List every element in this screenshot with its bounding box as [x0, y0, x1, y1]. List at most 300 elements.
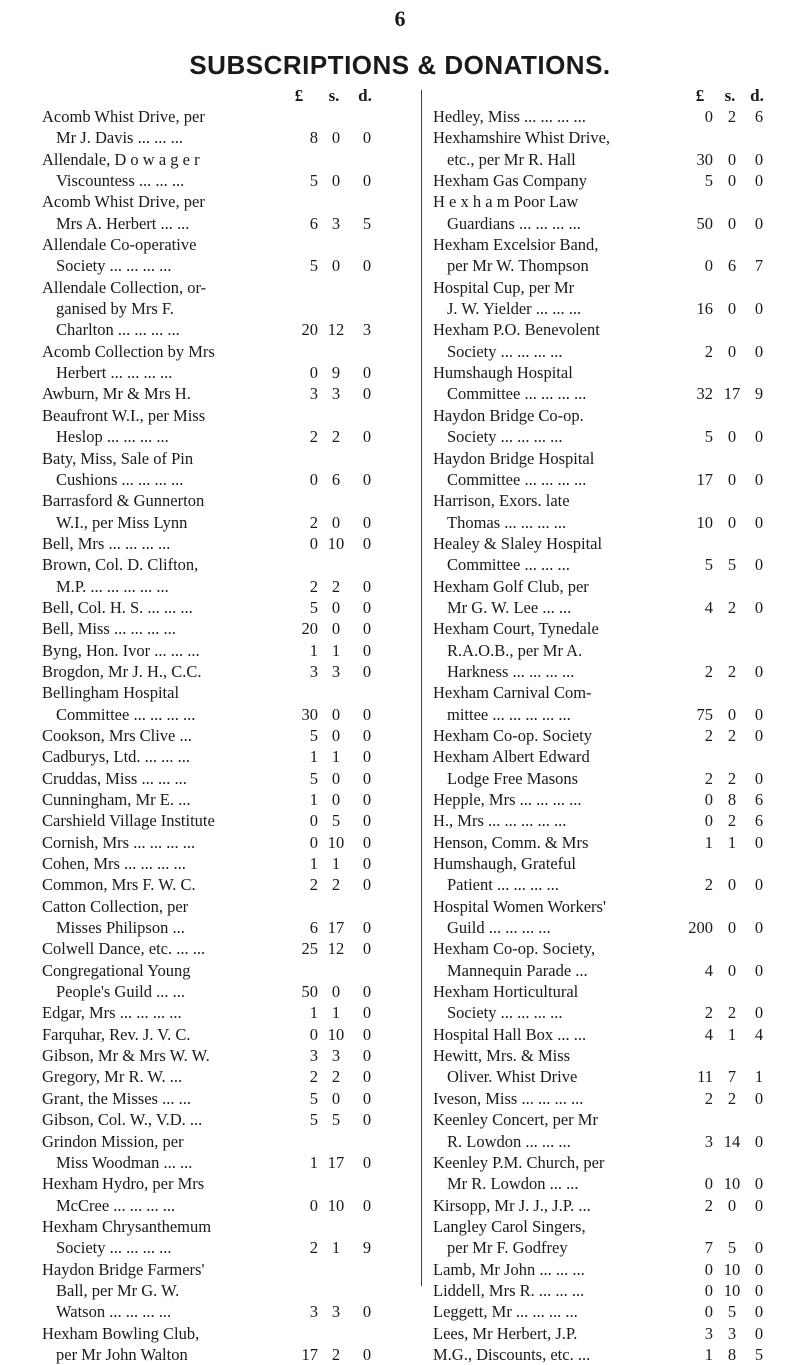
shillings-amount: 2: [331, 427, 341, 447]
pounds-amount: 0: [704, 811, 713, 831]
donor-name-line: Hexham Horticultural: [433, 982, 579, 1002]
currency-header-left: [42, 86, 408, 106]
donor-name-line: Hospital Women Workers': [433, 896, 606, 916]
donor-name-line: Mr G. W. Lee ... ...: [447, 597, 572, 617]
donation-entry: [433, 405, 769, 448]
pounds-amount: 3: [309, 1302, 318, 1322]
donor-name-line: M.G., Discounts, etc. ...: [433, 1344, 591, 1364]
pounds-amount: 200: [688, 918, 713, 938]
pence-amount: 0: [754, 875, 764, 895]
donor-name-line: Hexham P.O. Benevolent: [433, 320, 600, 340]
donor-name-line: Leggett, Mr ... ... ... ...: [433, 1302, 578, 1322]
donation-entry: [433, 938, 769, 981]
pounds-amount: 2: [309, 427, 318, 447]
pence-amount: 0: [362, 832, 372, 852]
donor-name-line: Keenley Concert, per Mr: [433, 1110, 598, 1130]
donation-entry: [42, 661, 408, 682]
donor-name-line: Thomas ... ... ... ...: [447, 512, 567, 532]
pence-amount: 0: [754, 1302, 764, 1322]
shillings-amount: 2: [727, 1088, 737, 1108]
pounds-amount: 1: [309, 747, 318, 767]
pounds-amount: 5: [309, 1110, 318, 1130]
pence-amount: 0: [362, 1088, 372, 1108]
donor-name-line: Acomb Whist Drive, per: [42, 107, 205, 126]
pounds-amount: 50: [301, 982, 318, 1002]
currency-header-right: [433, 86, 769, 106]
donor-name-line: R. Lowdon ... ... ...: [447, 1131, 571, 1151]
shillings-amount: 0: [727, 427, 737, 447]
pence-amount: 0: [754, 597, 764, 617]
shillings-amount: 0: [331, 597, 341, 617]
donor-name-line: M.P. ... ... ... ... ...: [56, 576, 169, 596]
donation-entry: [42, 405, 408, 448]
pence-amount: 0: [754, 1131, 764, 1151]
pence-amount: 0: [362, 661, 372, 681]
pounds-amount: 1: [309, 790, 318, 809]
pounds-amount: 2: [704, 1195, 713, 1215]
donation-entry: [42, 1002, 408, 1023]
donor-name-line: R.A.O.B., per Mr A.: [447, 640, 583, 660]
donor-name-line: Cornish, Mrs ... ... ... ...: [42, 832, 196, 852]
shillings-amount: 0: [727, 341, 737, 361]
pence-amount: 6: [754, 790, 764, 809]
donor-name-line: Committee ... ... ... ...: [56, 704, 196, 724]
pence-amount: 6: [754, 107, 764, 126]
pounds-amount: 17: [301, 1344, 318, 1364]
pounds-amount: 2: [704, 1088, 713, 1108]
donor-name-line: Society ... ... ... ...: [56, 1238, 172, 1258]
shillings-amount: 9: [331, 363, 341, 383]
shillings-amount: 3: [727, 1323, 737, 1343]
page-number: 6: [394, 6, 406, 31]
donor-name-line: Hexham Excelsior Band,: [433, 235, 599, 255]
pounds-amount: 32: [696, 384, 713, 404]
pounds-amount: 1: [704, 832, 713, 852]
donor-name-line: Healey & Slaley Hospital: [433, 533, 603, 553]
pence-amount: 0: [754, 427, 764, 447]
donor-name-line: Cadburys, Ltd. ... ... ...: [42, 747, 191, 767]
donor-name-line: Cunningham, Mr E. ...: [42, 790, 191, 809]
donor-name-line: Patient ... ... ... ...: [447, 875, 559, 895]
shillings-amount: 10: [723, 1259, 741, 1279]
donor-name-line: H e x h a m Poor Law: [433, 192, 579, 212]
donor-name-line: Humshaugh Hospital: [433, 363, 573, 383]
donor-name-line: Lodge Free Masons: [447, 768, 579, 788]
donor-name-line: Watson ... ... ... ...: [56, 1302, 172, 1322]
left-entries: [42, 106, 408, 1365]
pounds-amount: 30: [301, 704, 318, 724]
donor-name-line: Grant, the Misses ... ...: [42, 1088, 191, 1108]
donor-name-line: Brown, Col. D. Clifton,: [42, 555, 199, 575]
donation-entry: [433, 853, 769, 896]
donor-name-line: Byng, Hon. Ivor ... ... ...: [42, 640, 200, 660]
pence-amount: 0: [362, 427, 372, 447]
pounds-amount: 20: [301, 320, 318, 340]
shillings-amount: 10: [327, 1195, 345, 1215]
donation-entry: [42, 448, 408, 491]
donor-name-line: Misses Philipson ...: [56, 918, 185, 938]
donation-entry: [42, 554, 408, 597]
pounds-amount: 10: [696, 512, 713, 532]
donor-name-line: Liddell, Mrs R. ... ... ...: [433, 1280, 585, 1300]
pence-amount: 0: [362, 854, 372, 874]
donor-name-line: Harkness ... ... ... ...: [447, 661, 575, 681]
pounds-amount: 25: [301, 939, 318, 959]
pence-amount: 0: [362, 704, 372, 724]
donation-entry: [42, 768, 408, 789]
pence-amount: 0: [754, 960, 764, 980]
donor-name-line: Charlton ... ... ... ...: [56, 320, 180, 340]
pounds-amount: 5: [309, 1088, 318, 1108]
pounds-amount: 3: [704, 1131, 713, 1151]
pounds-amount: 0: [704, 1280, 713, 1300]
donor-name-line: Heslop ... ... ... ...: [56, 427, 169, 447]
donor-name-line: Cushions ... ... ... ...: [56, 469, 184, 489]
donation-entry: [433, 1088, 769, 1109]
donor-name-line: Hospital Cup, per Mr: [433, 277, 575, 297]
donor-name-line: Hexham Gas Company: [433, 171, 587, 191]
pence-amount: 0: [362, 918, 372, 938]
pence-amount: 0: [362, 384, 372, 404]
donation-entry: [42, 234, 408, 277]
donation-entry: [433, 682, 769, 725]
donor-name-line: Guild ... ... ... ...: [447, 918, 551, 938]
shillings-amount: 10: [723, 1280, 741, 1300]
shillings-amount: 1: [727, 832, 737, 852]
pence-amount: 0: [754, 1088, 764, 1108]
donor-name-line: Guardians ... ... ... ...: [447, 213, 581, 233]
pence-amount: 0: [362, 171, 372, 191]
donation-entry: [433, 1045, 769, 1088]
donor-name-line: Allendale Co-operative: [42, 235, 197, 255]
page-title: SUBSCRIPTIONS & DONATIONS.: [189, 50, 611, 80]
pence-amount: 6: [754, 811, 764, 831]
donor-name-line: Carshield Village Institute: [42, 811, 215, 831]
pounds-amount: 1: [309, 1003, 318, 1023]
right-entries: [433, 106, 769, 1365]
shillings-amount: 0: [727, 918, 737, 938]
shillings-amount: 0: [331, 1088, 341, 1108]
donor-name-line: Bell, Miss ... ... ... ...: [42, 619, 176, 639]
shillings-amount: 2: [331, 875, 341, 895]
donor-name-line: Herbert ... ... ... ...: [56, 363, 173, 383]
donation-entry: [433, 832, 769, 853]
donor-name-line: etc., per Mr R. Hall: [447, 149, 576, 169]
shillings-amount: 7: [727, 1067, 737, 1087]
pounds-amount: 2: [704, 725, 713, 745]
pounds-amount: 3: [309, 384, 318, 404]
donation-entry: [42, 191, 408, 234]
donor-name-line: Barrasford & Gunnerton: [42, 491, 205, 511]
donation-entry: [433, 576, 769, 619]
donor-name-line: Harrison, Exors. late: [433, 491, 570, 511]
donation-entry: [42, 597, 408, 618]
donor-name-line: J. W. Yielder ... ... ...: [447, 299, 582, 319]
donor-name-line: ganised by Mrs F.: [56, 299, 174, 319]
pence-amount: 0: [754, 213, 764, 233]
pence-amount: 0: [362, 982, 372, 1002]
donation-entry: [42, 789, 408, 810]
shillings-amount: 0: [727, 149, 737, 169]
donor-name-line: Grindon Mission, per: [42, 1131, 184, 1151]
shillings-amount: 10: [723, 1174, 741, 1194]
donor-name-line: Cruddas, Miss ... ... ...: [42, 768, 187, 788]
shillings-amount: 0: [727, 875, 737, 895]
shillings-amount: 2: [727, 768, 737, 788]
donor-name-line: Viscountess ... ... ...: [56, 171, 185, 191]
donor-name-line: Society ... ... ... ...: [447, 427, 563, 447]
donation-entry: [433, 618, 769, 682]
pence-amount: 0: [754, 555, 764, 575]
donation-entry: [42, 383, 408, 404]
shillings-amount: 3: [331, 1046, 341, 1066]
donor-name-line: Miss Woodman ... ...: [56, 1152, 193, 1172]
shillings-amount: 2: [727, 1003, 737, 1023]
donation-entry: [433, 533, 769, 576]
pounds-amount: 2: [309, 875, 318, 895]
donation-entry: [42, 533, 408, 554]
shillings-amount: 0: [331, 256, 341, 276]
pounds-amount: 2: [704, 768, 713, 788]
pence-amount: 0: [362, 1302, 372, 1322]
pence-amount: 0: [362, 1003, 372, 1023]
donor-name-line: Hexham Albert Edward: [433, 747, 590, 767]
pounds-amount: 6: [309, 918, 318, 938]
shillings-amount: 0: [727, 469, 737, 489]
shillings-amount: 12: [327, 320, 345, 340]
pence-amount: 0: [754, 149, 764, 169]
shillings-amount: 6: [331, 469, 341, 489]
pounds-amount: 0: [704, 256, 713, 276]
pounds-amount: 3: [704, 1323, 713, 1343]
pence-amount: 0: [754, 1174, 764, 1194]
shillings-amount: 1: [331, 1003, 341, 1023]
pounds-amount: 1: [309, 1152, 318, 1172]
donor-name-line: Hexham Bowling Club,: [42, 1323, 200, 1343]
pounds-amount: 4: [704, 960, 713, 980]
pounds-amount: 8: [309, 128, 318, 148]
pounds-amount: 2: [309, 576, 318, 596]
pounds-amount: 17: [696, 469, 713, 489]
donor-name-line: Baty, Miss, Sale of Pin: [42, 448, 194, 468]
pence-amount: 0: [754, 832, 764, 852]
pence-amount: 0: [362, 811, 372, 831]
donation-entry: [42, 896, 408, 939]
pence-amount: 0: [362, 128, 372, 148]
shillings-amount: 2: [727, 661, 737, 681]
donation-entry: [433, 448, 769, 491]
pence-amount: 0: [362, 725, 372, 745]
pounds-amount: 7: [704, 1238, 713, 1258]
pence-amount: 4: [754, 1024, 764, 1044]
pounds-amount: 3: [309, 1046, 318, 1066]
shillings-amount: 0: [331, 768, 341, 788]
shillings-amount: 17: [723, 384, 741, 404]
pounds-amount: 75: [696, 704, 713, 724]
donation-entry: [42, 938, 408, 959]
donor-name-line: Common, Mrs F. W. C.: [42, 875, 196, 895]
pence-amount: 5: [362, 213, 372, 233]
pence-amount: 0: [754, 1195, 764, 1215]
shillings-amount: 1: [331, 1238, 341, 1258]
pounds-amount: 4: [704, 1024, 713, 1044]
donor-name-line: Edgar, Mrs ... ... ... ...: [42, 1003, 182, 1023]
shillings-amount: 2: [331, 576, 341, 596]
donation-entry: [433, 896, 769, 939]
donation-entry: [42, 810, 408, 831]
pence-amount: 0: [362, 747, 372, 767]
donor-name-line: Committee ... ... ... ...: [447, 469, 587, 489]
donor-name-line: Catton Collection, per: [42, 896, 189, 916]
shillings-header: s.: [328, 86, 340, 105]
donation-entry: [433, 362, 769, 405]
donation-entry: [433, 1301, 769, 1322]
donation-entry: [433, 1024, 769, 1045]
pence-amount: 0: [362, 597, 372, 617]
pounds-amount: 5: [309, 768, 318, 788]
shillings-amount: 0: [331, 171, 341, 191]
donation-entry: [42, 874, 408, 895]
donation-entry: [42, 490, 408, 533]
shillings-amount: 8: [727, 790, 737, 809]
pence-amount: 0: [362, 512, 372, 532]
shillings-amount: 2: [331, 1344, 341, 1364]
pence-amount: 0: [362, 1024, 372, 1044]
shillings-amount: 0: [727, 704, 737, 724]
pounds-amount: 5: [309, 725, 318, 745]
shillings-amount: 0: [331, 725, 341, 745]
donation-entry: [42, 832, 408, 853]
donor-name-line: Committee ... ... ...: [447, 555, 570, 575]
donor-name-line: Hexham Hydro, per Mrs: [42, 1174, 205, 1194]
shillings-amount: 12: [327, 939, 345, 959]
shillings-amount: 0: [727, 171, 737, 191]
pence-amount: 0: [362, 875, 372, 895]
pounds-amount: 20: [301, 619, 318, 639]
pence-amount: 0: [754, 1238, 764, 1258]
donor-name-line: H., Mrs ... ... ... ... ...: [433, 811, 567, 831]
shillings-amount: 14: [723, 1131, 741, 1151]
donor-name-line: Mr J. Davis ... ... ...: [56, 128, 183, 148]
donation-entry: [42, 1173, 408, 1216]
pence-amount: 0: [362, 1344, 372, 1364]
donor-name-line: per Mr W. Thompson: [447, 256, 589, 276]
donation-entry: [42, 682, 408, 725]
donor-name-line: Farquhar, Rev. J. V. C.: [42, 1024, 191, 1044]
pence-amount: 0: [754, 512, 764, 532]
shillings-amount: 0: [727, 213, 737, 233]
pence-amount: 0: [362, 256, 372, 276]
pounds-amount: 0: [309, 811, 318, 831]
pence-amount: 9: [362, 1238, 372, 1258]
shillings-amount: 8: [727, 1344, 737, 1364]
shillings-amount: 2: [727, 811, 737, 831]
donation-entry: [42, 106, 408, 149]
donor-name-line: Hewitt, Mrs. & Miss: [433, 1046, 571, 1066]
donor-name-line: Gibson, Mr & Mrs W. W.: [42, 1046, 210, 1066]
donation-entry: [42, 1216, 408, 1259]
donor-name-line: Oliver. Whist Drive: [447, 1067, 578, 1087]
pounds-amount: 1: [309, 854, 318, 874]
shillings-amount: 0: [331, 790, 341, 809]
shillings-amount: 0: [727, 960, 737, 980]
shillings-amount: 2: [727, 107, 737, 126]
pounds-amount: 2: [704, 661, 713, 681]
pence-amount: 0: [754, 299, 764, 319]
pence-amount: 5: [754, 1344, 764, 1364]
donor-name-line: Hexham Co-op. Society: [433, 725, 593, 745]
donor-name-line: Mrs A. Herbert ... ...: [56, 213, 190, 233]
donation-entry: [433, 106, 769, 127]
pounds-amount: 0: [704, 1302, 713, 1322]
shillings-amount: 10: [327, 533, 345, 553]
pounds-amount: 3: [309, 661, 318, 681]
pounds-amount: 2: [309, 1238, 318, 1258]
donor-name-line: Congregational Young: [42, 960, 191, 980]
pence-header: d.: [750, 86, 764, 105]
donor-name-line: Hedley, Miss ... ... ... ...: [433, 107, 586, 126]
donor-name-line: Acomb Collection by Mrs: [42, 341, 215, 361]
donation-entry: [433, 1109, 769, 1152]
donor-name-line: Haydon Bridge Hospital: [433, 448, 595, 468]
donor-name-line: Beaufront W.I., per Miss: [42, 405, 206, 425]
donor-name-line: per Mr F. Godfrey: [447, 1238, 568, 1258]
pounds-amount: 0: [704, 107, 713, 126]
pence-amount: 0: [362, 1046, 372, 1066]
donor-name-line: McCree ... ... ... ...: [56, 1195, 176, 1215]
donation-entry: [42, 725, 408, 746]
pounds-amount: 0: [704, 1259, 713, 1279]
pence-amount: 0: [362, 363, 372, 383]
pounds-amount: 2: [704, 875, 713, 895]
pence-amount: 1: [754, 1067, 764, 1087]
donation-entry: [42, 1045, 408, 1066]
pounds-amount: 1: [309, 640, 318, 660]
donation-entry: [42, 1066, 408, 1087]
donor-name-line: mittee ... ... ... ... ...: [447, 704, 571, 724]
left-column: [42, 86, 408, 1365]
pence-amount: 0: [754, 725, 764, 745]
pence-amount: 0: [362, 640, 372, 660]
pence-amount: 0: [362, 939, 372, 959]
donation-entry: [42, 1259, 408, 1323]
donor-name-line: Acomb Whist Drive, per: [42, 192, 205, 212]
donor-name-line: Gibson, Col. W., V.D. ...: [42, 1110, 203, 1130]
donation-entry: [433, 277, 769, 320]
shillings-amount: 1: [331, 854, 341, 874]
pence-amount: 9: [754, 384, 764, 404]
shillings-amount: 0: [727, 1195, 737, 1215]
pence-amount: 0: [754, 768, 764, 788]
shillings-amount: 5: [727, 1238, 737, 1258]
donation-entry: [433, 234, 769, 277]
donation-entry: [433, 981, 769, 1024]
donation-entry: [42, 1088, 408, 1109]
pence-amount: 0: [362, 768, 372, 788]
donor-name-line: Society ... ... ... ...: [56, 256, 172, 276]
donation-entry: [433, 1152, 769, 1195]
donation-entry: [42, 640, 408, 661]
pounds-amount: 6: [309, 213, 318, 233]
pence-amount: 0: [754, 918, 764, 938]
donor-name-line: Hexham Golf Club, per: [433, 576, 589, 596]
pounds-amount: 11: [697, 1067, 713, 1087]
shillings-amount: 17: [327, 1152, 345, 1172]
donation-entry: [433, 191, 769, 234]
donation-entry: [42, 1323, 408, 1365]
pence-amount: 0: [754, 469, 764, 489]
pounds-amount: 2: [309, 1067, 318, 1087]
